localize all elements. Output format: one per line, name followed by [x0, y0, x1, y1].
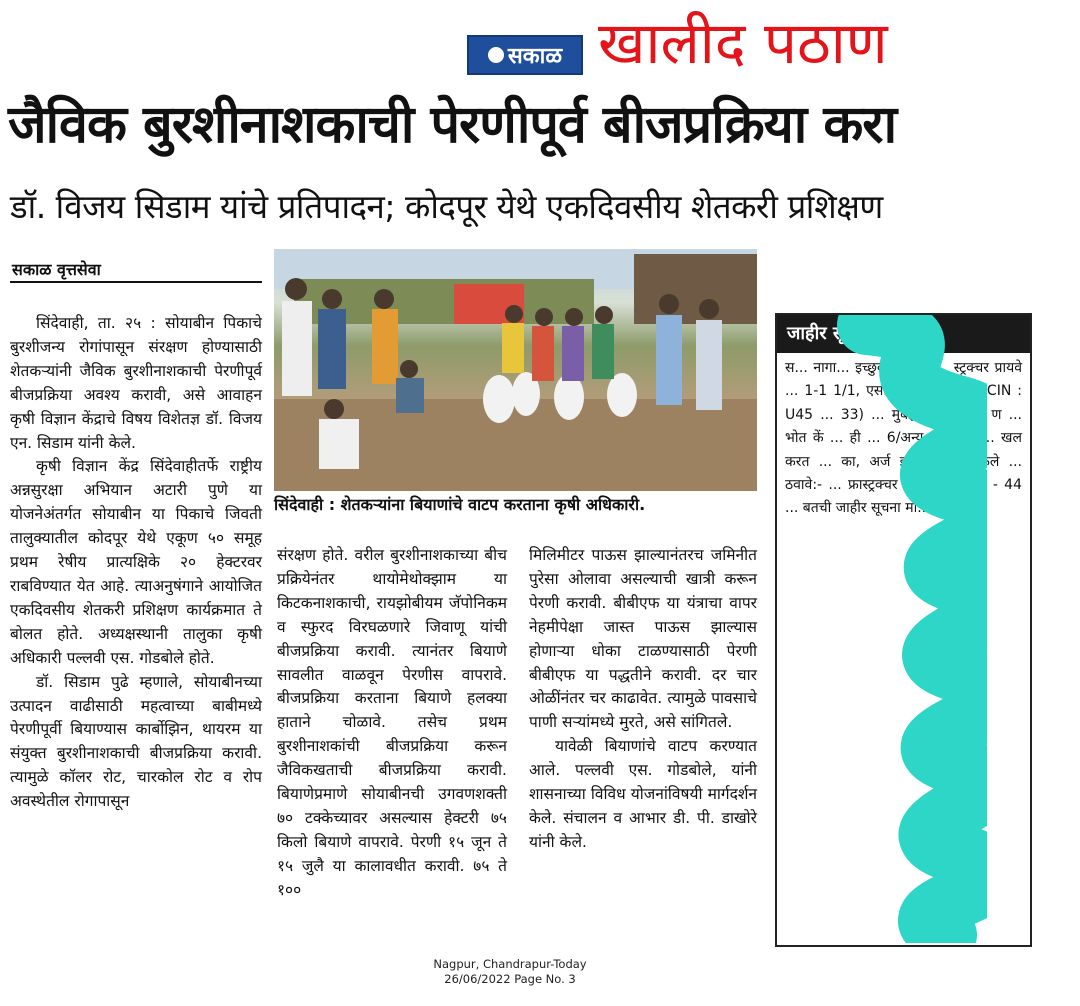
- article-column-3: [529, 544, 757, 855]
- paragraph: यावेळी बियाणांचे वाटप करण्यात आले. पल्लवी एस. गोडबोले, यांनी शासनाच्या विविध योजनांविषयी मार्गदर्शन केले. संचालन व आभार डी. पी. डाखोरे यांनी केले.: [529, 737, 757, 851]
- news-photo: [274, 249, 757, 491]
- byline-rule: [10, 281, 262, 283]
- paragraph: मिलिमीटर पाऊस झाल्यानंतरच जमिनीत पुरेसा ओलावा असल्याची खात्री करून पेरणी करावी. बीबीएफ या यंत्राचा वापर नेहमीपेक्षा जास्त पाऊस झाल्यास होणाऱ्या धोका टाळण्यासाठी पेरणी बीबीएफ या पद्धतीने करावी. दर चार ओळींनंतर चर काढावेत. त्यामुळे पावसाचे पाणी सऱ्यांमध्ये मुरते, असे सांगितले.: [529, 546, 757, 732]
- farmers-photo-illustration: [274, 249, 757, 491]
- date-page-line: 26/06/2022 Page No. 3: [444, 972, 576, 986]
- article-column-1: [10, 312, 262, 814]
- logo-text: सकाळ: [507, 44, 563, 69]
- subheadline: डॉ. विजय सिडाम यांचे प्रतिपादन; कोदपूर येथे एकदिवसीय शेतकरी प्रशिक्षण: [10, 187, 883, 226]
- headline: जैविक बुरशीनाशकाची पेरणीपूर्व बीजप्रक्रिया करा: [8, 95, 897, 155]
- page-footer: [410, 957, 610, 987]
- sakal-emblem-icon: [488, 47, 504, 63]
- sakal-logo: [467, 35, 583, 75]
- reporter-name: खालीद पठाण: [598, 9, 888, 77]
- paragraph: सिंदेवाही, ता. २५ : सोयाबीन पिकाचे बुरशीजन्य रोगांपासून संरक्षण होण्यासाठी शेतकऱ्यांनी जैविक बुरशीनाशकाची पेरणीपूर्व बीजप्रक्रिया अवश्य करावी, असे आवाहन कृषी विज्ञान केंद्राचे विषय विशेतज्ञ डॉ. विजय एन. सिडाम यांनी केले.: [10, 314, 262, 452]
- article-column-2: [277, 544, 507, 903]
- ad-body: स... नागा... इच्छुक येते की ... स्ट्रक्चर प्रायवे ... 1-1 1/1, एस... ...पूर हैदर ... (CIN : U45 ... 33) ... मुंबई ... पील ... ण ... भोत कें ... ही ... 6/अन्य ... अर्ज, ... खल करत ... का, अर्ज इत ... नमूद केले ... ठवावे:- ... फ्रास्ट्रक्चर प्राय ... महाराष्ट्र - 44 ... बतची जाहीर सूचना मा...: [785, 360, 1022, 517]
- byline: सकाळ वृत्तसेवा: [12, 260, 101, 279]
- photo-caption: सिंदेवाही : शेतकऱ्यांना बियाणांचे वाटप करताना कृषी अधिकारी.: [274, 495, 646, 514]
- ad-title: जाहीर सूचना: [777, 315, 1030, 353]
- paragraph: कृषी विज्ञान केंद्र सिंदेवाहीतर्फे राष्ट्रीय अन्नसुरक्षा अभियान अटारी पुणे या योजनेअंतर्गत सोयाबीन या पिकाचे जिवती तालुक्यातील कोदपूर येथे एकूण ५० समूह प्रथम रेषीय प्रात्यक्षिके २० हेक्टरवर राबविण्यात येत आहे. त्याअनुषंगाने आयोजित एकदिवसीय शेतकरी प्रशिक्षण कार्यक्रमात ते बोलत होते. अध्यक्षस्थानी तालुका कृषी अधिकारी पल्लवी एस. गोडबोले होते.: [10, 457, 262, 667]
- edition-line: Nagpur, Chandrapur-Today: [433, 957, 587, 971]
- paragraph: डॉ. सिडाम पुढे म्हणाले, सोयाबीनच्या उत्पादन वाढीसाठी महत्वाच्या बाबीमध्ये पेरणीपूर्वी बियाण्यास कार्बोझिन, थायरम या संयुक्त बुरशीनाशकाची बीजप्रक्रिया करावी. त्यामुळे कॉलर रोट, चारकोल रोट व रोप अवस्थेतील रोगापासून: [10, 672, 262, 811]
- public-notice-ad: [775, 313, 1032, 947]
- paragraph: संरक्षण होते. वरील बुरशीनाशकाच्या बीच प्रक्रियेनंतर थायोमेथोक्झाम या किटकनाशकाची, रायझोबीयम जॅपोनिकम व स्फुरद विरघळणारे जिवाणू यांची बीजप्रक्रिया करावी. त्यानंतर बियाणे सावलीत वाळवून पेरणीस वापरावे. बीजप्रक्रिया करताना बियाणे हलक्या हाताने चोळावे. तसेच प्रथम बुरशीनाशकांची बीजप्रक्रिया करून जैविकखताची बीजप्रक्रिया करावी. बियाणेप्रमाणे सोयाबीनची उगवणशक्ती ७० टक्केच्यावर असल्यास हेक्टरी ७५ किलो बियाणे वापरावे. पेरणी १५ जून ते १५ जुलै या कालावधीत करावी. ७५ ते १००: [277, 546, 507, 899]
